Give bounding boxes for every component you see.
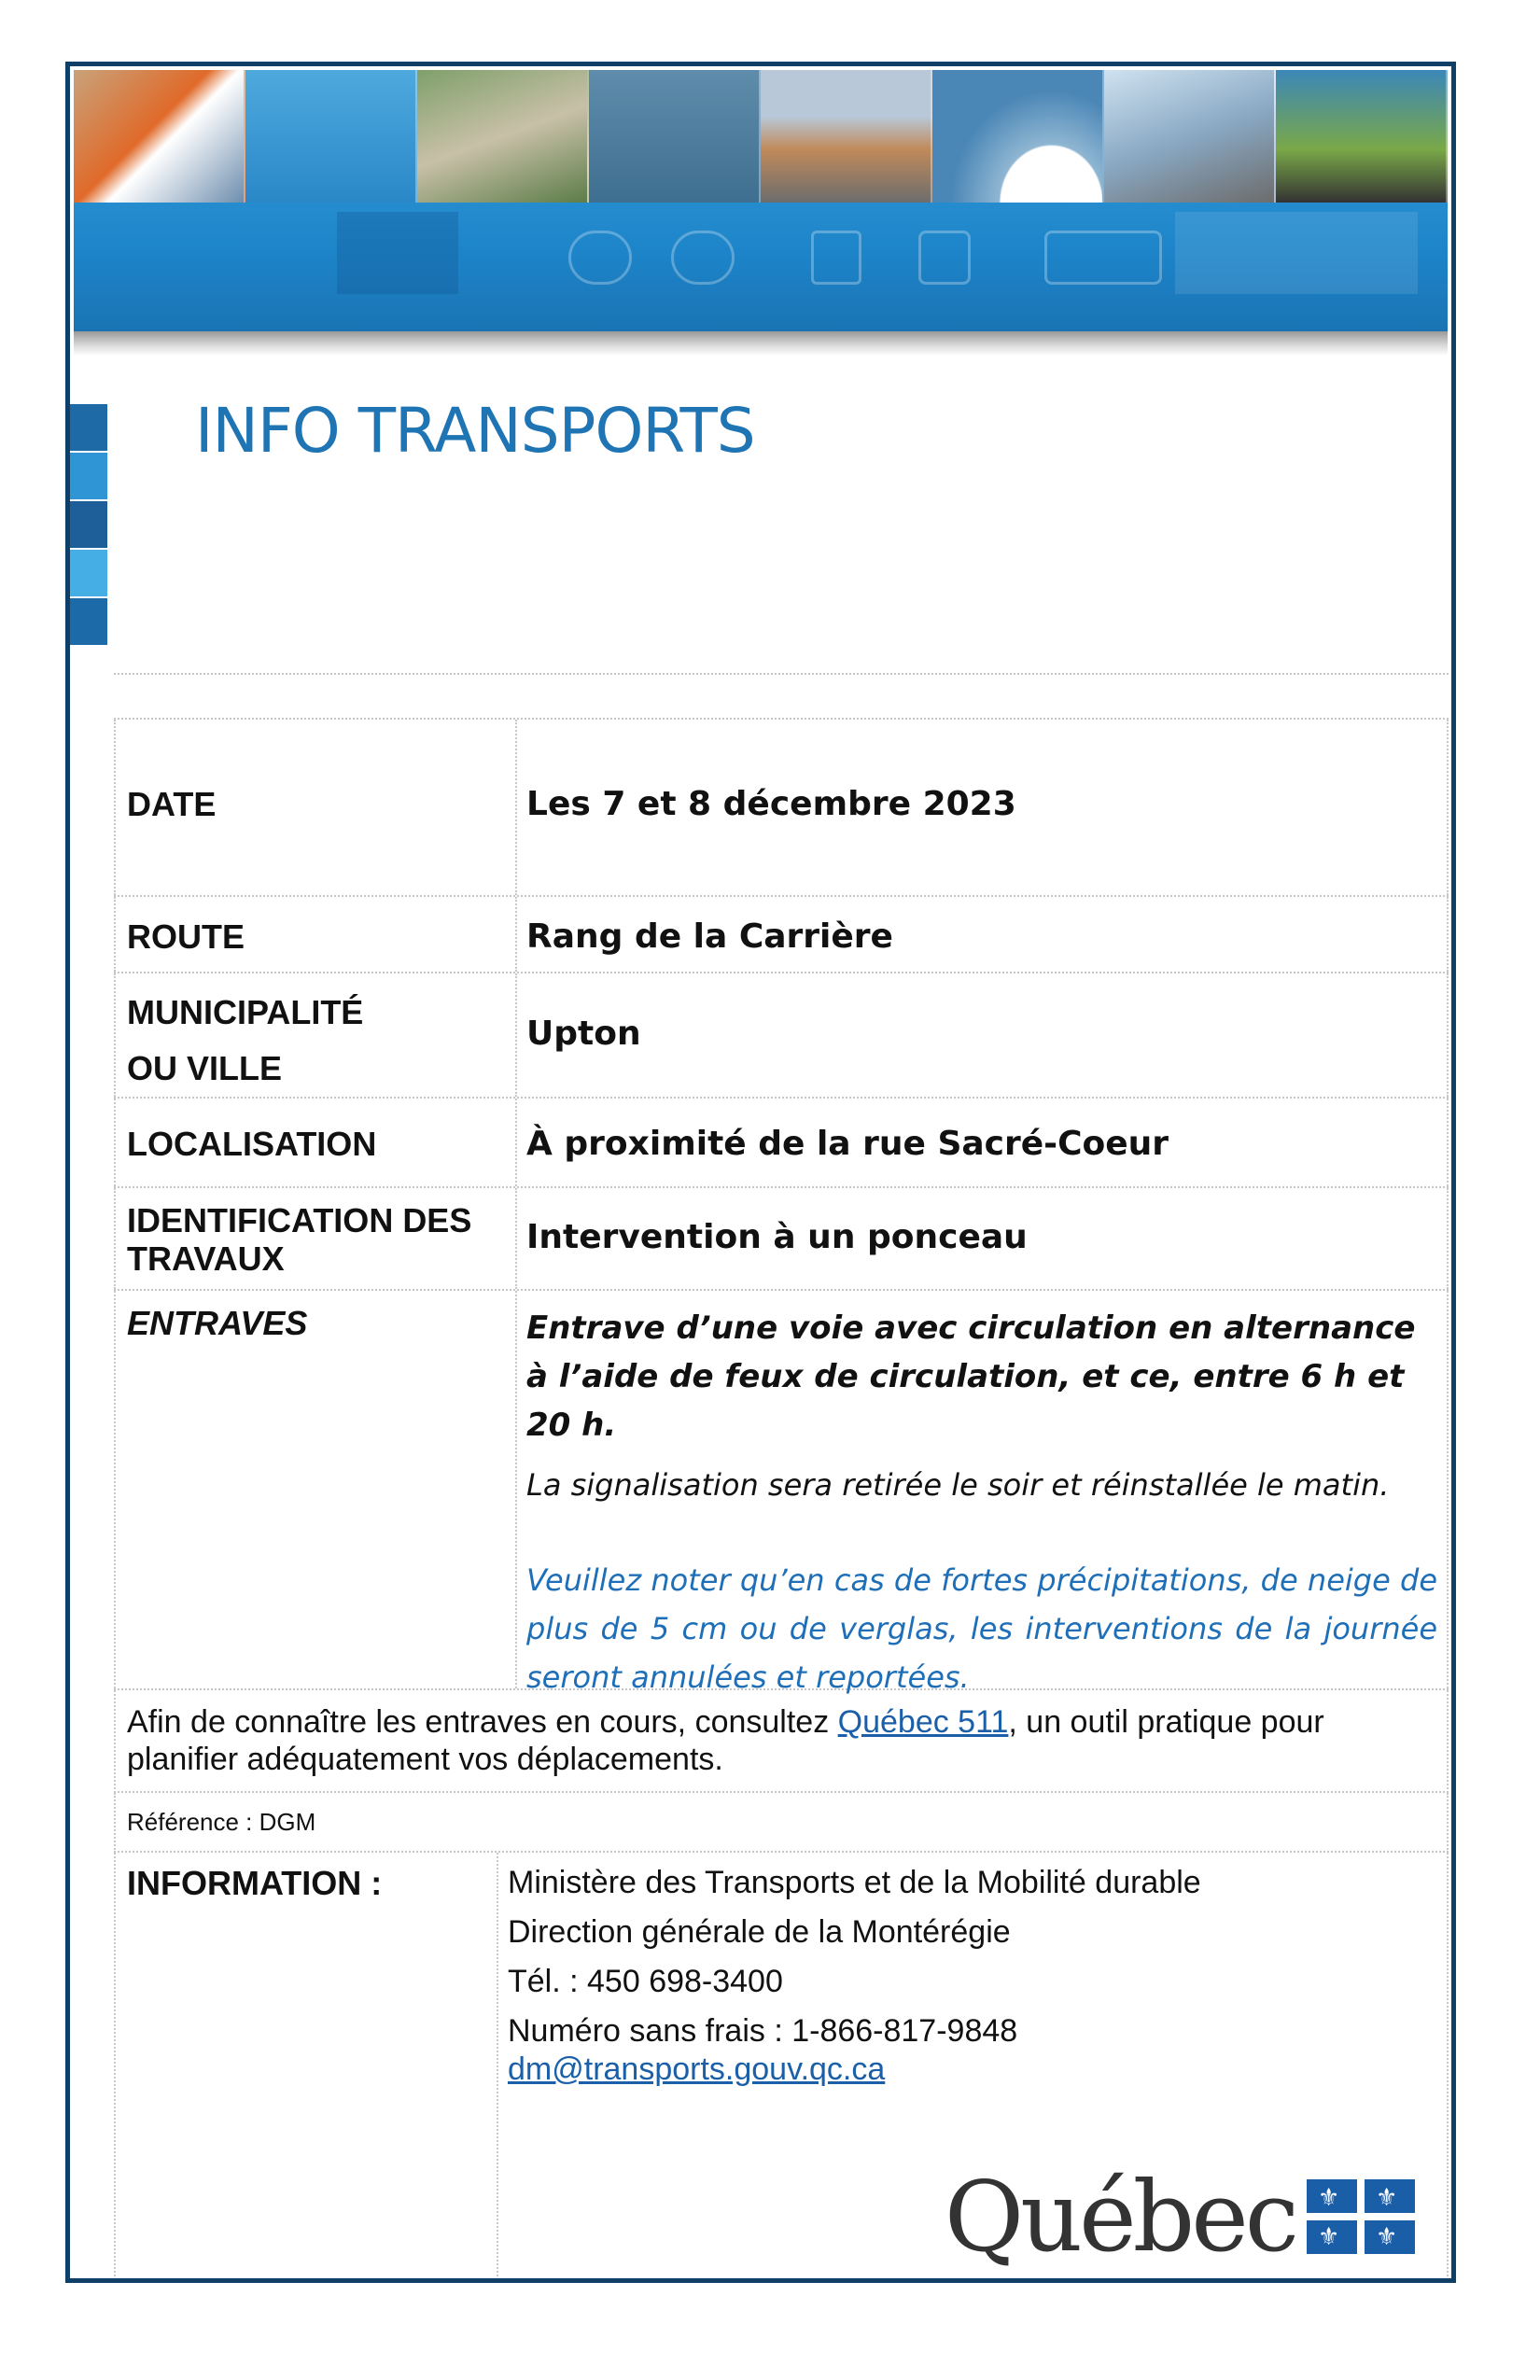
bus-icon [1044, 231, 1162, 285]
fleur-de-lis-icon: ⚜ [1318, 2222, 1340, 2250]
quebec-logo [944, 2159, 1415, 2274]
entraves-value [517, 1291, 1449, 1695]
municipalite-label [114, 973, 517, 1097]
side-block [70, 404, 107, 451]
plane-icon [568, 231, 632, 285]
notice-text-after: , un outil pratique pour planifier adéquatement vos déplacements. [127, 1704, 1324, 1777]
route-511-icon [918, 231, 971, 285]
row-municipalite [114, 973, 1449, 1099]
table-spacer-row [114, 673, 1449, 720]
photo-bus-bikes [1276, 70, 1448, 203]
ministry-name: Ministère des Transports et de la Mobilité durable [508, 1865, 1201, 1900]
fleur-de-lis-icon: ⚜ [1376, 2183, 1398, 2211]
identification-label [114, 1188, 517, 1289]
information-contact [498, 1853, 1449, 2283]
wheel-icon [671, 231, 735, 285]
side-block [70, 501, 107, 548]
photo-bridge [932, 70, 1104, 203]
row-route [114, 897, 1449, 973]
route-value: Rang de la Carrière [517, 897, 1449, 972]
photo-road [417, 70, 589, 203]
entraves-main-text: Entrave d’une voie avec circulation en alternance à l’aide de feux de circulation, et ce, entre 6 h et 20 h. [526, 1309, 1416, 1444]
entraves-weather-text: Veuillez noter qu’en cas de fortes précipitations, de neige de plus de 5 cm ou de verglas, les interventions de la journée seront annulées et reportées. [526, 1562, 1437, 1695]
municipalite-value: Upton [517, 973, 1449, 1097]
date-value: Les 7 et 8 décembre 2023 [517, 720, 1449, 895]
info-table [114, 673, 1449, 2283]
photo-port [589, 70, 761, 203]
entraves-label: ENTRAVES [114, 1291, 517, 1688]
row-notice [114, 1690, 1449, 1793]
quebec-wordmark: Québec [944, 2159, 1295, 2274]
banner-shadow-bar [74, 331, 1448, 356]
quebec-flag-icon [1307, 2179, 1415, 2254]
localisation-value: À proximité de la rue Sacré-Coeur [517, 1099, 1449, 1186]
banner-tile [1175, 212, 1418, 294]
direction-name: Direction générale de la Montérégie [508, 1914, 1011, 1950]
row-entraves [114, 1291, 1449, 1695]
train-icon [811, 231, 861, 285]
identification-label-line1: IDENTIFICATION DES [127, 1201, 472, 1239]
fleur-de-lis-icon: ⚜ [1376, 2222, 1398, 2250]
notice-text-before: Afin de connaître les entraves en cours, consultez [127, 1704, 838, 1740]
banner-tile [337, 212, 458, 294]
identification-label-line2: TRAVAUX [127, 1239, 285, 1278]
side-block [70, 550, 107, 596]
banner-photo-strip [74, 70, 1448, 203]
row-reference [114, 1793, 1449, 1853]
row-localisation [114, 1099, 1449, 1188]
banner-icon-band [74, 203, 1448, 331]
toll-free-number: Numéro sans frais : 1-866-817-9848 [508, 2013, 1018, 2049]
localisation-label: LOCALISATION [114, 1099, 517, 1186]
date-label: DATE [114, 720, 517, 895]
header-banner [74, 70, 1448, 331]
row-information [114, 1853, 1449, 2283]
side-accent-blocks [70, 404, 107, 647]
municipalite-label-line2: OU VILLE [127, 1049, 283, 1087]
row-date [114, 720, 1449, 897]
fleur-de-lis-icon: ⚜ [1318, 2183, 1340, 2211]
photo-arch-bridge [1104, 70, 1276, 203]
side-block [70, 453, 107, 499]
identification-value: Intervention à un ponceau [517, 1188, 1449, 1289]
quebec-511-link[interactable]: Québec 511 [837, 1704, 1009, 1740]
phone-number: Tél. : 450 698-3400 [508, 1964, 783, 1999]
route-label: ROUTE [114, 897, 517, 972]
email-link[interactable]: dm@transports.gouv.qc.ca [508, 2051, 886, 2087]
photo-workers [74, 70, 245, 203]
photo-blue-tile [245, 70, 417, 203]
flag-cross-v [1357, 2179, 1365, 2254]
row-identification [114, 1188, 1449, 1291]
side-block [70, 598, 107, 645]
entraves-note-text: La signalisation sera retirée le soir et réinstallée le matin. [526, 1467, 1390, 1503]
reference-text: Référence : DGM [127, 1808, 316, 1836]
bulletin-frame [65, 62, 1456, 2283]
page-title: INFO TRANSPORTS [195, 395, 755, 467]
photo-containers [761, 70, 932, 203]
information-label: INFORMATION : [114, 1853, 498, 2283]
municipalite-label-line1: MUNICIPALITÉ [127, 993, 364, 1031]
